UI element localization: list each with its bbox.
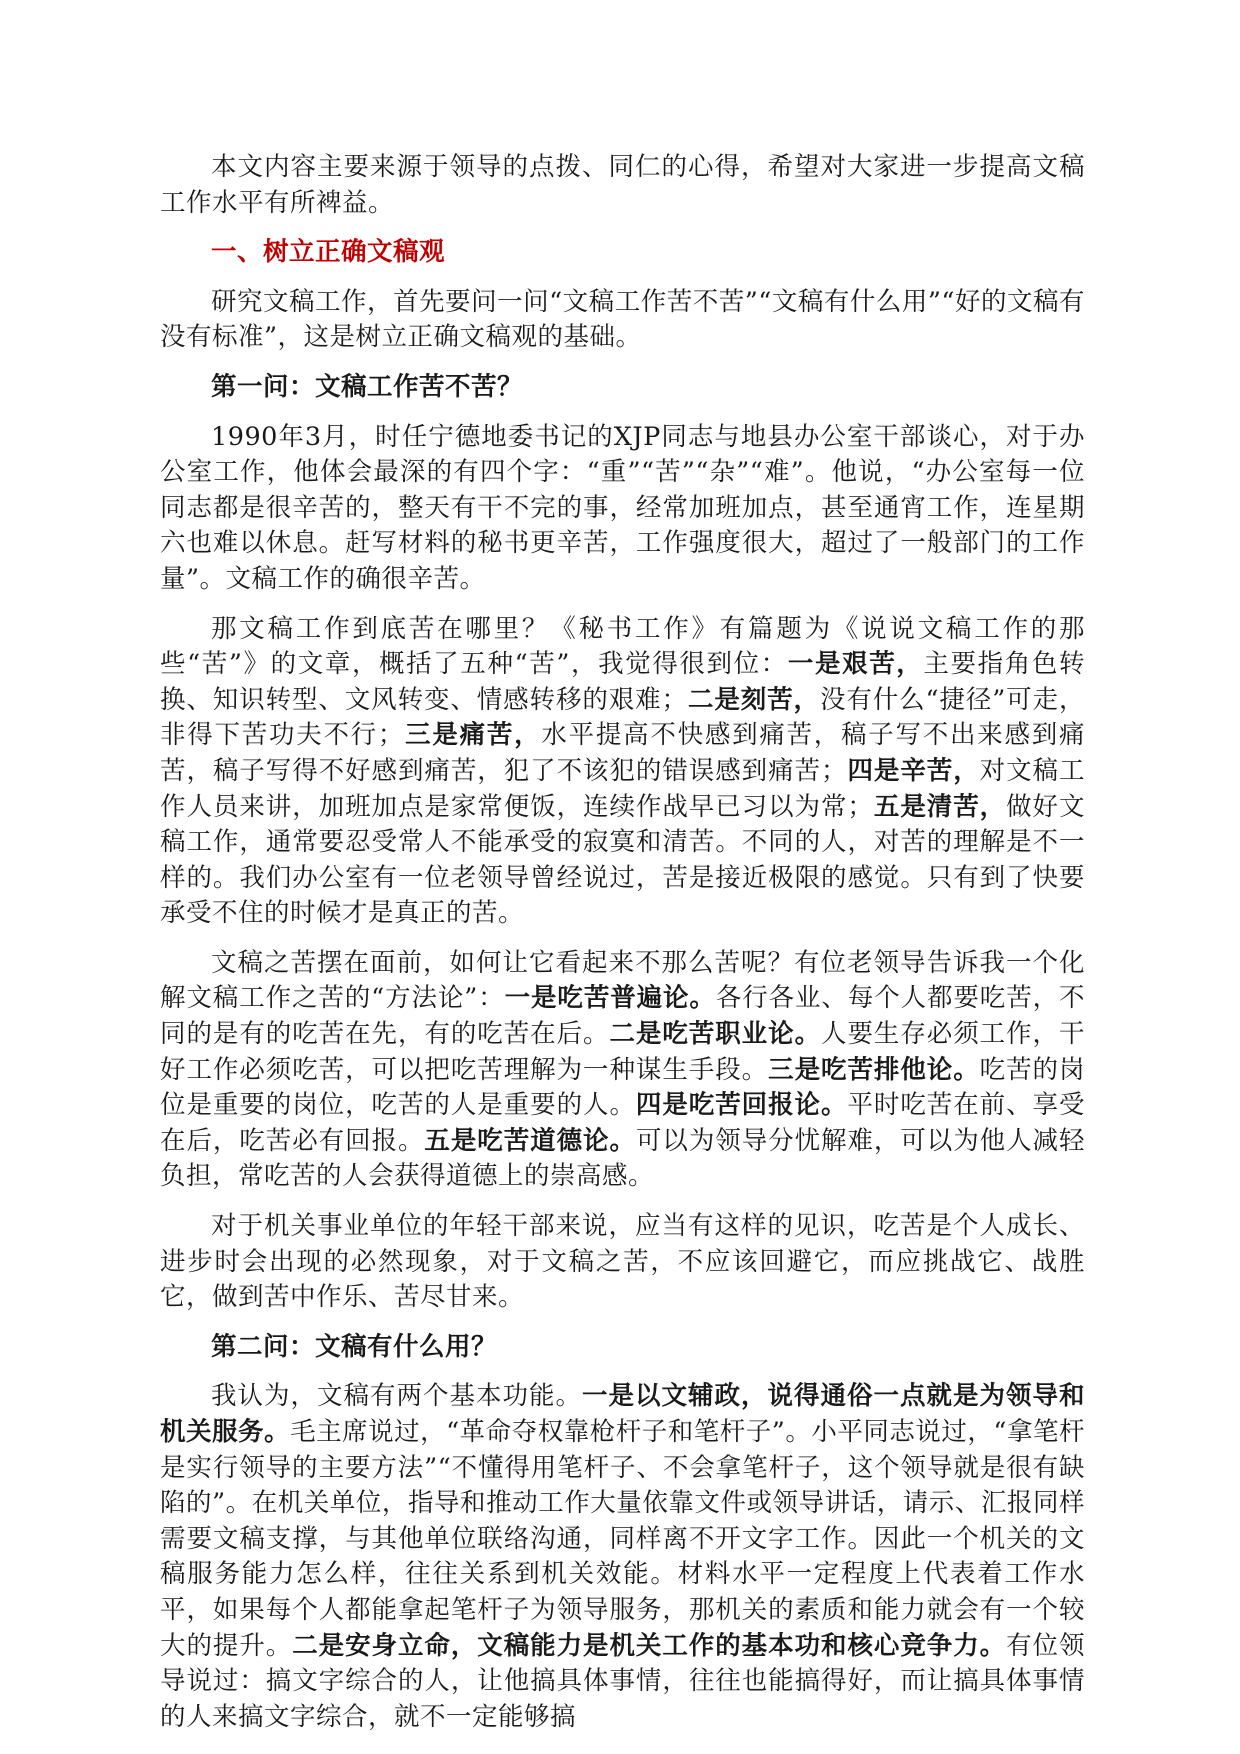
body-paragraph [160,285,1085,356]
body-paragraph [160,1209,1085,1316]
bold-segment: 一是艰苦， [787,649,924,680]
text-segment: 做好文稿工作，通常要忍受常人不能承受的寂寞和清苦。不同的人，对苦的理解是不一样的。我们办公室有一位老领导曾经说过，苦是接近极限的感觉。只有到了快要承受不住的时候才是真正的苦。 [160,791,1085,929]
body-paragraph [160,946,1085,1195]
text-segment: 水平提高不快感到痛苦，稿子写不出来感到痛苦，稿子写得不好感到痛苦，犯了不该犯的错误感到痛苦； [160,720,1085,786]
text-segment: 对于机关事业单位的年轻干部来说，应当有这样的见识，吃苦是个人成长、进步时会出现的必然现象，对于文稿之苦，不应该回避它，而应挑战它、战胜它，做到苦中作乐、苦尽甘来。 [160,1211,1085,1313]
bold-segment: 五是清苦， [873,791,1007,822]
bold-segment: 四是吃苦回报论。 [635,1090,848,1121]
document-page [160,150,1085,1749]
question-heading: 第二问：文稿有什么用？ [211,1331,498,1362]
text-segment: 可以为领导分忧解难，可以为他人减轻负担，常吃苦的人会获得道德上的崇高感。 [160,1125,1085,1192]
section-heading: 一、树立正确文稿观 [211,237,446,268]
text-segment: 人要生存必须工作，干好工作必须吃苦，可以把吃苦理解为一种谋生手段。 [160,1019,1085,1085]
text-segment: 对文稿工作人员来讲，加班加点是家常便饭，连续作战早已习以为常； [160,755,1085,822]
text-segment: 各行各业、每个人都要吃苦，不同的是有的吃苦在先，有的吃苦在后。 [160,983,1085,1050]
intro-paragraph [160,150,1085,221]
bold-segment: 三是痛苦， [403,720,542,751]
text-segment: 平时吃苦在前、享受在后，吃苦必有回报。 [160,1090,1085,1156]
text-segment: 毛主席说过，“革命夺权靠枪杆子和笔杆子”。小平同志说过，“拿笔杆是实行领导的主要方法”“不懂得用笔杆子、不会拿笔杆子，这个领导就是很有缺陷的”。在机关单位，指导和推动工作大量依靠文件或领导讲话，请示、汇报同样需要文稿支撑，与其他单位联络沟通，同样离不开文字工作。因此一个机关的文稿服务能力怎么样，往往关系到机关效能。材料水平一定程度上代表着工作水平，如果每个人都能拿起笔杆子为领导服务，那机关的素质和能力就会有一个较大的提升。 [160,1417,1085,1661]
bold-segment: 四是辛苦， [847,755,980,786]
text-segment: 那文稿工作到底苦在哪里？《秘书工作》有篇题为《说说文稿工作的那些“苦”》的文章，概括了五种“苦”，我觉得很到位： [160,613,1085,680]
text-segment: 没有什么“捷径”可走，非得下苦功夫不行； [160,684,1085,751]
text-segment: 文稿之苦摆在面前，如何让它看起来不那么苦呢？有位老领导告诉我一个化解文稿工作之苦的“方法论”： [160,947,1085,1014]
bold-segment: 一是以文辅政，说得通俗一点就是为领导和机关服务。 [160,1381,1085,1447]
body-paragraph [160,420,1085,598]
bold-segment: 一是吃苦普遍论。 [504,983,716,1014]
question-heading: 第一问：文稿工作苦不苦？ [211,371,524,402]
bold-segment: 二是安身立命，文稿能力是机关工作的基本功和核心竞争力。 [292,1630,1007,1661]
bold-segment: 三是吃苦排他论。 [768,1054,980,1085]
text-segment: 1990年3月，时任宁德地委书记的XJP同志与地县办公室干部谈心，对于办公室工作，他体会最深的有四个字：“重”“苦”“杂”“难”。他说，“办公室每一位同志都是很辛苦的，整天有干不完的事，经常加班加点，甚至通宵工作，连星期六也难以休息。赶写材料的秘书更辛苦，工作强度很大，超过了一般部门的工作量”。文稿工作的确很辛苦。 [160,421,1085,594]
bold-segment: 二是吃苦职业论。 [609,1019,822,1050]
text-segment: 有位领导说过：搞文字综合的人，让他搞具体事情，往往也能搞得好，而让搞具体事情的人来搞文字综合，就不一定能够搞 [160,1630,1085,1732]
body-paragraph [160,612,1085,932]
text-segment: 吃苦的岗位是重要的岗位，吃苦的人是重要的人。 [160,1054,1085,1121]
bold-segment: 五是吃苦道德论。 [424,1125,636,1156]
text-segment: 本文内容主要来源于领导的点拨、同仁的心得，希望对大家进一步提高文稿工作水平有所裨益。 [160,152,1085,218]
body-paragraph [160,1379,1085,1735]
text-segment: 研究文稿工作，首先要问一问“文稿工作苦不苦”“文稿有什么用”“好的文稿有没有标准”，这是树立正确文稿观的基础。 [160,286,1085,353]
text-segment: 我认为，文稿有两个基本功能。 [211,1381,582,1412]
bold-segment: 二是刻苦， [687,684,820,715]
text-segment: 主要指角色转换、知识转型、文风转变、情感转移的艰难； [160,649,1085,715]
